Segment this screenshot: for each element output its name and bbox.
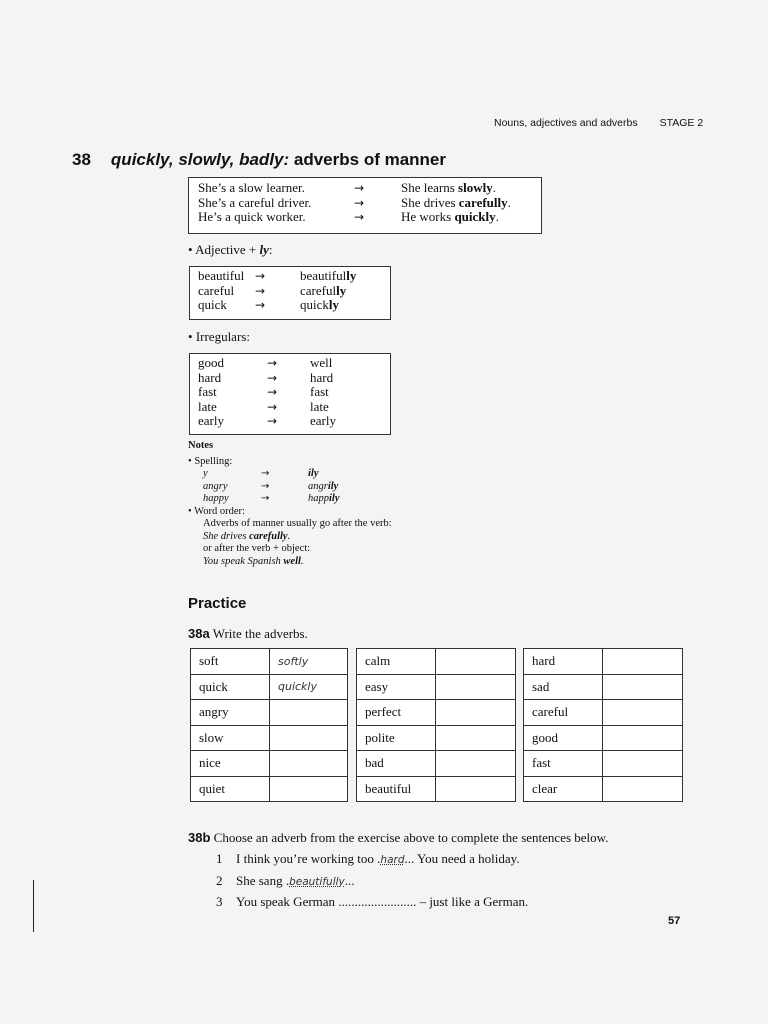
exercise-38b-title: [188, 830, 608, 846]
spelling-row: [203, 468, 488, 481]
word-order-example2: You speak Spanish well.: [203, 555, 304, 567]
table-row: [524, 751, 683, 777]
adjective-cell: perfect: [357, 700, 436, 726]
adjective-cell: nice: [191, 751, 270, 777]
adjective-cell: angry: [191, 700, 270, 726]
answer-cell[interactable]: [603, 776, 683, 802]
running-header: [494, 117, 703, 129]
table-row: [524, 649, 683, 675]
adverb: beautifully: [300, 268, 357, 283]
answer-cell[interactable]: [436, 674, 516, 700]
adjective-cell: hard: [524, 649, 603, 675]
table-row: [191, 649, 348, 675]
table-row: [524, 700, 683, 726]
adjective-cell: slow: [191, 725, 270, 751]
answer-cell[interactable]: [603, 649, 683, 675]
spelling-from: happy: [203, 493, 229, 504]
adjective: early: [198, 413, 224, 428]
adjective-sentence: She’s a slow learner.: [198, 180, 305, 195]
adverb: carefully: [300, 282, 347, 298]
adverb-sentence: She drives carefully.: [401, 194, 511, 210]
blank-dots: .: [377, 851, 381, 866]
adjective: quick: [198, 297, 227, 312]
adjective-cell: quick: [191, 674, 270, 700]
table-row: [357, 700, 516, 726]
arrow-icon: →: [267, 370, 278, 385]
table-row: [357, 674, 516, 700]
adverb: hard: [310, 369, 334, 385]
bullet: •: [188, 242, 193, 257]
answer-cell[interactable]: [436, 649, 516, 675]
adjective-cell: calm: [357, 649, 436, 675]
arrow-icon: →: [255, 269, 266, 283]
adjective-cell: sad: [524, 674, 603, 700]
adverb-sentence: He works quickly.: [401, 209, 499, 224]
blank-dots: ........................: [338, 894, 417, 909]
table-row: [357, 776, 516, 802]
arrow-icon: →: [354, 195, 365, 210]
bullet: •: [188, 329, 193, 344]
arrow-icon: →: [261, 468, 270, 479]
adjective-cell: soft: [191, 649, 270, 675]
irregular-row: [190, 356, 390, 371]
adjective-rule: [188, 242, 273, 258]
sentence-number: 1: [216, 851, 223, 866]
answer-cell[interactable]: [436, 776, 516, 802]
adjective-cell: clear: [524, 776, 603, 802]
exercise-38a-number: 38a: [188, 626, 210, 641]
answer-cell[interactable]: [270, 751, 348, 777]
page-number: 57: [668, 915, 681, 927]
spelling-label: Spelling:: [194, 455, 233, 467]
spelling-row: [203, 481, 488, 494]
ly-example-row: [190, 269, 390, 284]
blank-dots: ...: [404, 851, 415, 866]
ly-examples-box: [189, 266, 391, 320]
irregulars-box: [189, 353, 391, 435]
answer-cell[interactable]: [603, 725, 683, 751]
intro-examples-box: [188, 177, 542, 234]
page-title: [72, 150, 446, 170]
practice-heading: Practice: [188, 595, 247, 612]
exercise-38a-title: [188, 626, 308, 642]
arrow-icon: →: [267, 385, 278, 399]
unit-number: 38: [72, 150, 91, 169]
table-row: [357, 649, 516, 675]
adjective-cell: careful: [524, 700, 603, 726]
adjective: late: [198, 398, 217, 414]
exercise-38b-number: 38b: [188, 830, 211, 845]
answer-cell[interactable]: [603, 751, 683, 777]
arrow-icon: →: [267, 414, 278, 428]
arrow-icon: →: [255, 298, 266, 312]
spelling-from: y: [203, 468, 208, 479]
spelling-to: ily: [308, 468, 319, 479]
adjective: beautiful: [198, 268, 245, 283]
adverb: quickly: [300, 297, 340, 312]
table-row: [191, 700, 348, 726]
spelling-from: angry: [203, 480, 228, 492]
word-order-note: [188, 506, 488, 519]
spelling-note: [188, 456, 488, 469]
adjective: fast: [198, 384, 217, 399]
answer-cell[interactable]: [436, 725, 516, 751]
arrow-icon: →: [354, 181, 365, 195]
irregular-row: [190, 371, 390, 386]
header-stage: STAGE 2: [659, 117, 704, 129]
adjective-cell: polite: [357, 725, 436, 751]
answer-cell[interactable]: softly: [270, 649, 348, 675]
irregular-row: [190, 400, 390, 415]
adjective-cell: bad: [357, 751, 436, 777]
ly-example-row: [190, 298, 390, 313]
adjective-cell: fast: [524, 751, 603, 777]
answer-cell[interactable]: quickly: [270, 674, 348, 700]
ly-example-row: [190, 284, 390, 299]
adverb: late: [310, 398, 329, 414]
title-rest: adverbs of manner: [293, 150, 446, 169]
table-row: [524, 776, 683, 802]
answer-cell[interactable]: [270, 776, 348, 802]
sentence-number: 3: [216, 894, 223, 909]
notes-heading: Notes: [188, 440, 214, 451]
adverb: fast: [310, 384, 329, 399]
blank-dots: ...: [344, 872, 355, 888]
table-row: [524, 725, 683, 751]
adjective-cell: easy: [357, 674, 436, 700]
exercise-38b-instruction: Choose an adverb from the exercise above to complete the sentences below.: [213, 830, 609, 845]
word-order-label: Word order:: [194, 505, 245, 517]
table-row: [191, 751, 348, 777]
header-section: Nouns, adjectives and adverbs: [494, 117, 638, 129]
arrow-icon: →: [267, 399, 278, 414]
adverbs-table-1: [190, 648, 348, 802]
arrow-icon: →: [354, 210, 365, 224]
adjective-cell: beautiful: [357, 776, 436, 802]
answer-cell[interactable]: [603, 674, 683, 700]
adverb: well: [310, 355, 333, 370]
answer-cell[interactable]: [436, 751, 516, 777]
sentence: 2 She sang .beautifully...: [216, 872, 355, 888]
bullet: •: [188, 455, 192, 467]
adjective-cell: quiet: [191, 776, 270, 802]
answer-cell[interactable]: [436, 700, 516, 726]
answer-blank[interactable]: hard: [380, 854, 405, 866]
adverb: early: [310, 413, 336, 428]
answer-cell[interactable]: [270, 700, 348, 726]
word-order-line2: or after the verb + object:: [203, 543, 311, 554]
sentence: 3 You speak German ........................ – just like a German.: [216, 894, 529, 909]
adjective: good: [198, 355, 224, 370]
intro-example-row: [189, 210, 541, 225]
spelling-to: angrily: [308, 480, 339, 492]
margin-mark: [33, 880, 34, 932]
spelling-to: happily: [308, 493, 340, 504]
sentence: 1 I think you’re working too .hard... You need a holiday.: [216, 851, 520, 866]
exercise-38a-instruction: Write the adverbs.: [212, 626, 308, 641]
adverb-sentence: She learns slowly.: [401, 180, 496, 195]
arrow-icon: →: [255, 283, 266, 298]
table-row: [191, 776, 348, 802]
irregular-row: [190, 414, 390, 429]
table-row: [357, 725, 516, 751]
spelling-row: [203, 493, 488, 506]
word-order-line1: Adverbs of manner usually go after the verb:: [203, 518, 392, 529]
exercise-38b-sentences: [216, 851, 528, 916]
intro-example-row: [189, 196, 541, 211]
adverbs-table-3: [523, 648, 683, 802]
intro-example-row: [189, 181, 541, 196]
irregulars-label: Irregulars:: [195, 329, 250, 344]
answer-blank[interactable]: beautifully: [289, 875, 345, 888]
adjective-sentence: She’s a careful driver.: [198, 194, 312, 210]
rule-text: Adjective +: [195, 242, 260, 257]
table-row: [191, 674, 348, 700]
irregular-row: [190, 385, 390, 400]
blank-dots: .: [285, 872, 290, 888]
answer-cell[interactable]: [270, 725, 348, 751]
word-order-example1: She drives carefully.: [203, 530, 291, 542]
title-italic: quickly, slowly, badly:: [110, 150, 290, 169]
arrow-icon: →: [261, 480, 270, 492]
rule-colon: :: [268, 242, 273, 257]
bullet: •: [188, 505, 192, 517]
adverbs-table-2: [356, 648, 516, 802]
notes-section: [188, 440, 488, 568]
rule-suffix: ly: [259, 242, 269, 257]
table-row: [357, 751, 516, 777]
adjective: careful: [198, 282, 235, 298]
table-row: [524, 674, 683, 700]
answer-cell[interactable]: [603, 700, 683, 726]
arrow-icon: →: [267, 356, 278, 370]
irregulars-heading: [188, 329, 250, 345]
table-row: [191, 725, 348, 751]
adjective-cell: good: [524, 725, 603, 751]
adjective-sentence: He’s a quick worker.: [198, 209, 306, 224]
arrow-icon: →: [261, 493, 270, 504]
sentence-number: 2: [216, 872, 223, 888]
adjective: hard: [198, 369, 222, 385]
